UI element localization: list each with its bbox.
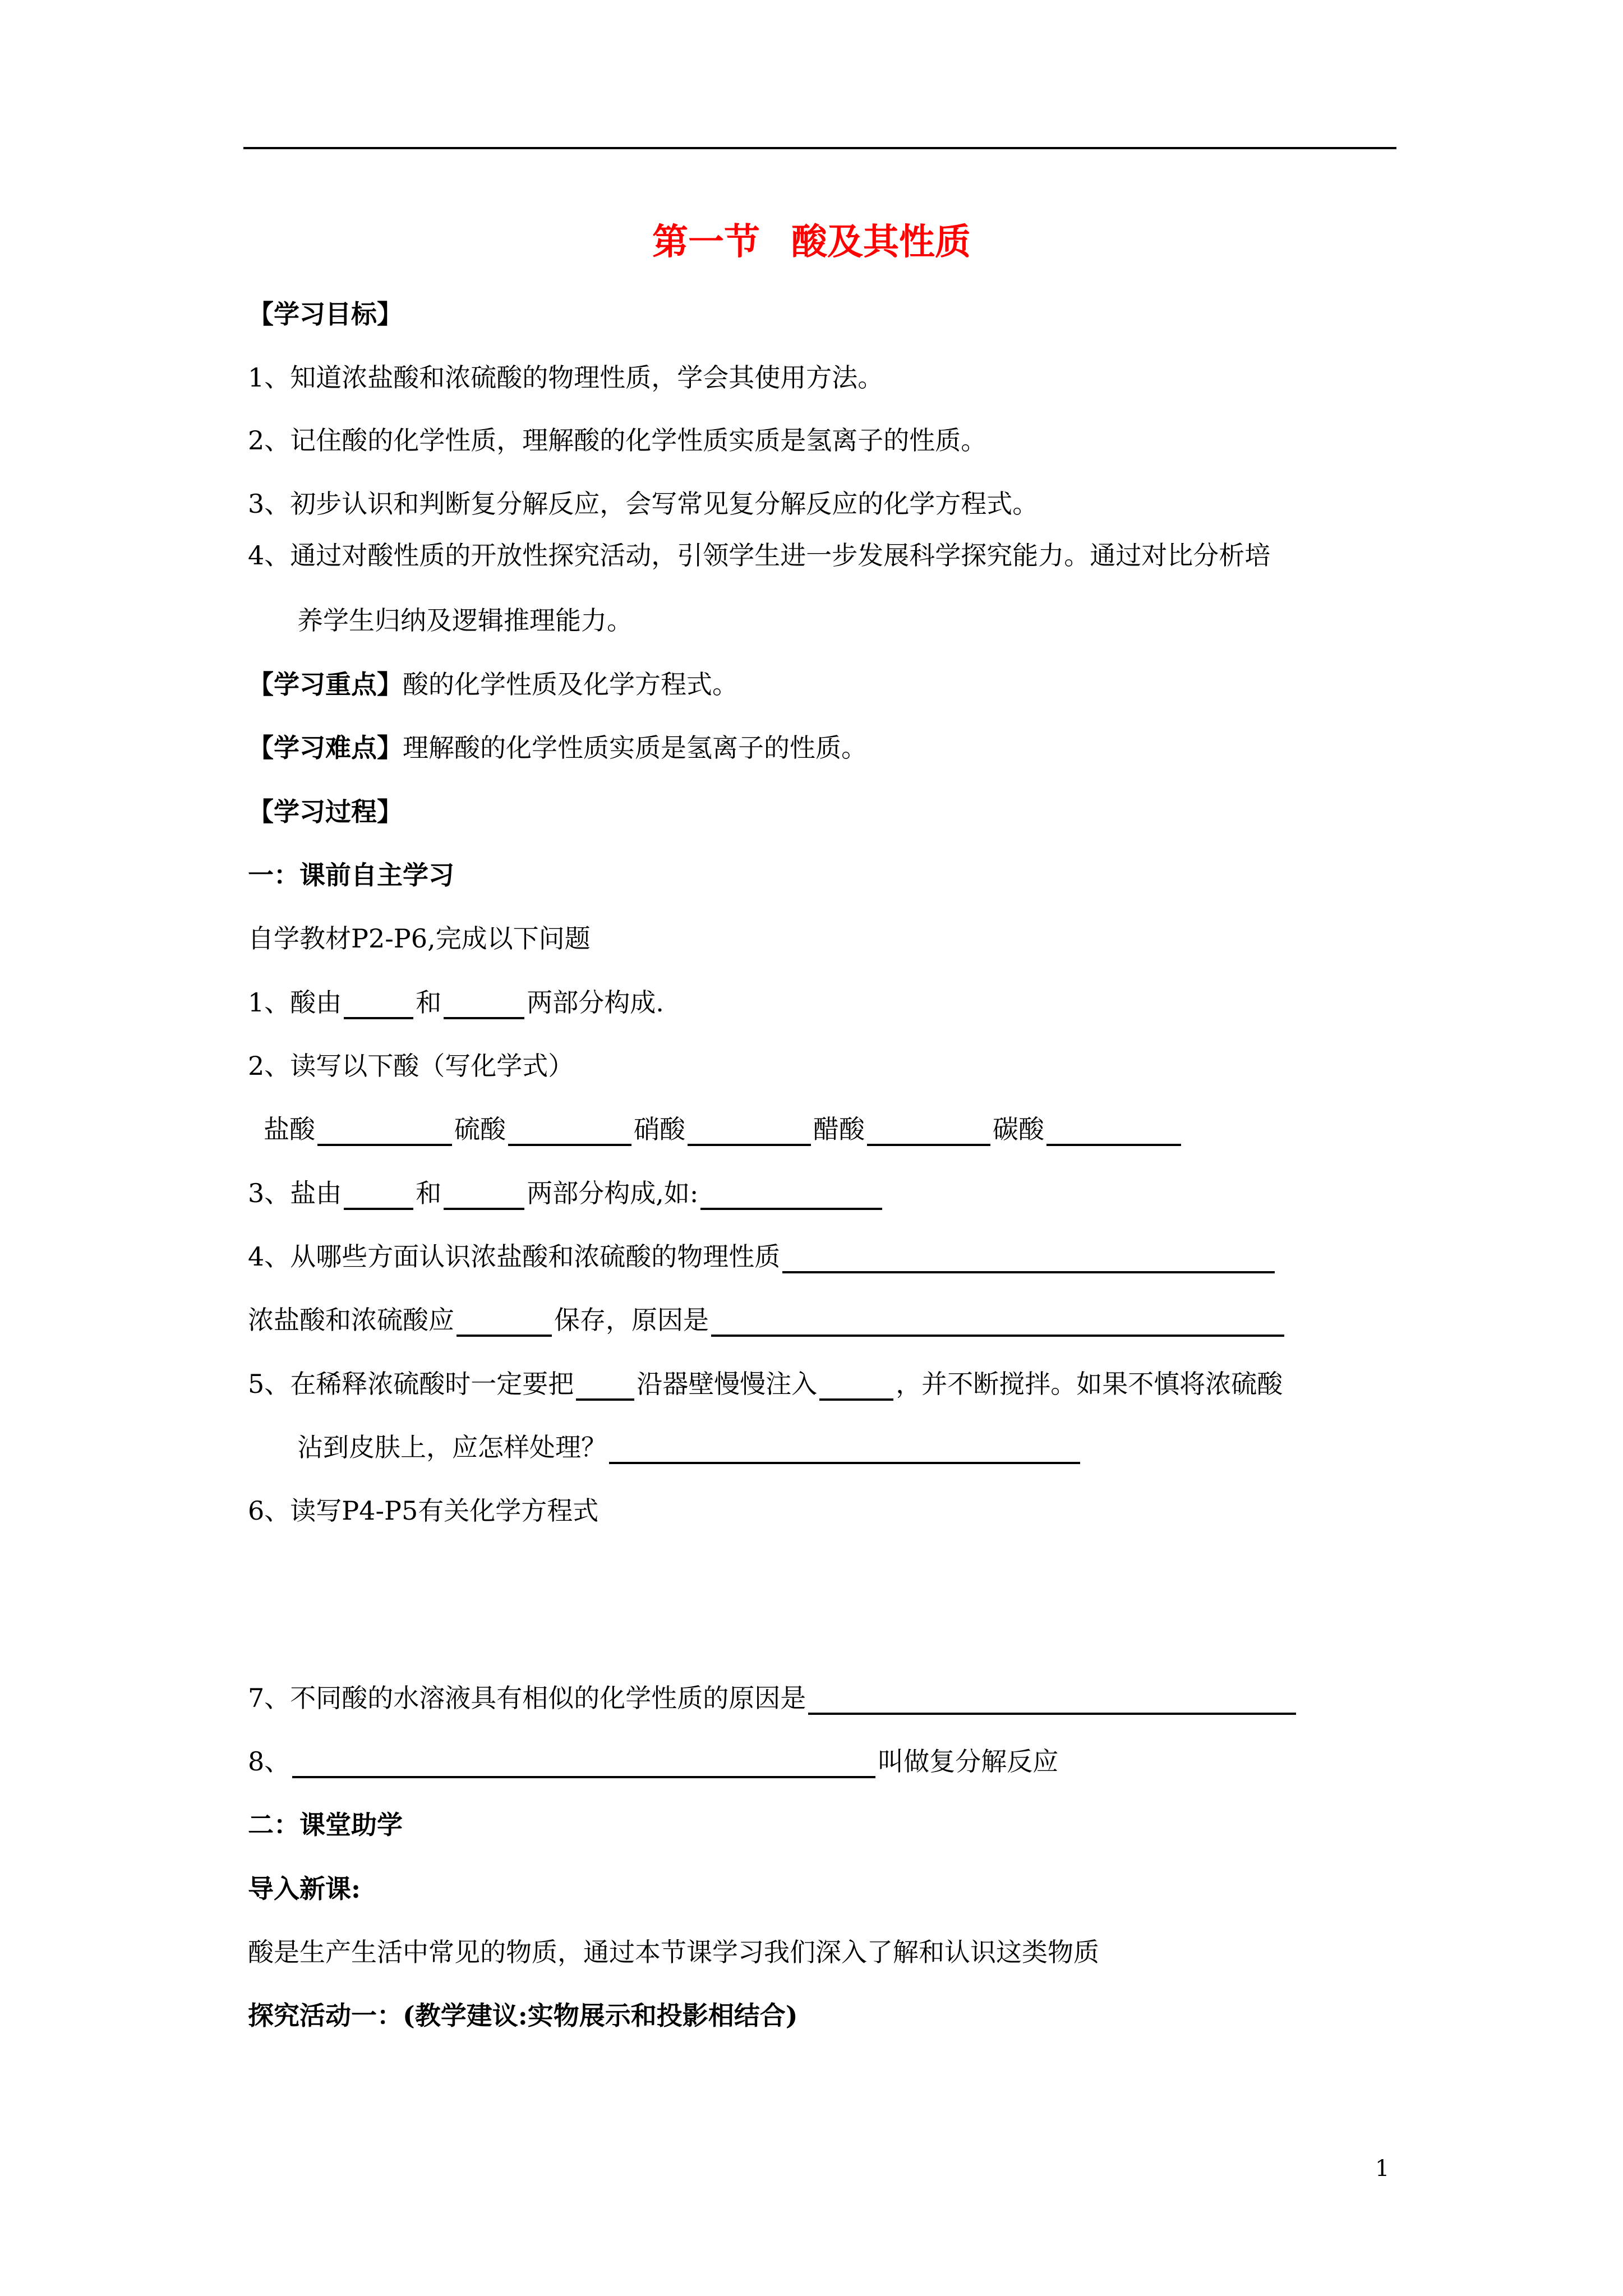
acid-name: 盐酸 xyxy=(264,1114,315,1144)
question-text: 两部分构成,如: xyxy=(527,1178,699,1208)
question-text: 3、盐由 xyxy=(248,1178,342,1208)
acid-name: 硝酸 xyxy=(634,1114,685,1144)
answer-blank[interactable] xyxy=(344,989,413,1019)
acid-name: 碳酸 xyxy=(993,1114,1044,1144)
question-text: 4、从哪些方面认识浓盐酸和浓硫酸的物理性质 xyxy=(248,1241,781,1272)
question-text: 沿器壁慢慢注入 xyxy=(637,1369,818,1399)
section2-heading: 二：课堂助学 xyxy=(248,1810,403,1840)
key-point xyxy=(248,668,738,701)
answer-blank[interactable] xyxy=(782,1243,1275,1273)
difficulty-text: 理解酸的化学性质实质是氢离子的性质。 xyxy=(403,733,867,763)
answer-blank[interactable] xyxy=(317,1116,452,1146)
acid-name: 醋酸 xyxy=(813,1114,865,1144)
question-5 xyxy=(248,1367,1283,1401)
question-text: 和 xyxy=(416,1178,442,1208)
question-8 xyxy=(248,1745,1058,1778)
answer-blank[interactable] xyxy=(808,1685,1296,1715)
question-7 xyxy=(248,1681,1298,1715)
answer-blank[interactable] xyxy=(819,1370,893,1401)
key-point-label: 【学习重点】 xyxy=(248,669,403,700)
answer-blank[interactable] xyxy=(700,1180,882,1210)
question-2: 2、读写以下酸（写化学式） xyxy=(248,1051,574,1081)
answer-blank[interactable] xyxy=(609,1434,1080,1464)
question-text: 7、不同酸的水溶液具有相似的化学性质的原因是 xyxy=(248,1683,806,1713)
objectives-heading: 【学习目标】 xyxy=(248,299,403,329)
answer-blank[interactable] xyxy=(292,1748,875,1778)
objective-item: 4、通过对酸性质的开放性探究活动，引领学生进一步发展科学探究能力。通过对比分析培 xyxy=(248,540,1271,570)
objective-item: 1、知道浓盐酸和浓硫酸的物理性质，学会其使用方法。 xyxy=(248,362,884,393)
question-6: 6、读写P4-P5有关化学方程式 xyxy=(248,1496,599,1526)
question-4 xyxy=(248,1240,1277,1273)
objective-item: 3、初步认识和判断复分解反应，会写常见复分解反应的化学方程式。 xyxy=(248,489,1039,519)
question-text: 5、在稀释浓硫酸时一定要把 xyxy=(248,1369,574,1399)
question-text: 浓盐酸和浓硫酸应 xyxy=(248,1305,454,1335)
objective-item: 2、记住酸的化学性质，理解酸的化学性质实质是氢离子的性质。 xyxy=(248,425,987,455)
question-text: 1、酸由 xyxy=(248,987,342,1018)
answer-blank[interactable] xyxy=(711,1306,1284,1337)
intro-heading: 导入新课: xyxy=(248,1874,361,1904)
question-3 xyxy=(248,1176,884,1210)
question-4-storage xyxy=(248,1303,1287,1337)
process-heading: 【学习过程】 xyxy=(248,797,403,827)
intro-text: 酸是生产生活中常见的物质，通过本节课学习我们深入了解和认识这类物质 xyxy=(248,1937,1099,1967)
question-text: 保存，原因是 xyxy=(554,1305,709,1335)
answer-blank[interactable] xyxy=(444,1180,524,1210)
title-section-number: 第一节 xyxy=(652,221,760,263)
difficulty-label: 【学习难点】 xyxy=(248,733,403,763)
answer-blank[interactable] xyxy=(1046,1116,1181,1146)
difficulty xyxy=(248,731,867,765)
answer-blank[interactable] xyxy=(457,1306,552,1337)
acid-formula-row xyxy=(264,1112,1183,1146)
question-text: 沾到皮肤上，应怎样处理？ xyxy=(297,1432,607,1462)
answer-blank[interactable] xyxy=(508,1116,631,1146)
question-text: 两部分构成. xyxy=(527,987,664,1018)
section1-intro: 自学教材P2-P6,完成以下问题 xyxy=(248,923,591,954)
activity-1-heading: 探究活动一：(教学建议:实物展示和投影相结合) xyxy=(248,2000,798,2031)
answer-blank[interactable] xyxy=(576,1370,634,1401)
question-text: 叫做复分解反应 xyxy=(878,1746,1059,1777)
page-title xyxy=(0,220,1623,265)
title-topic: 酸及其性质 xyxy=(791,221,971,263)
answer-blank[interactable] xyxy=(444,989,524,1019)
question-text: ，并不断搅拌。如果不慎将浓硫酸 xyxy=(896,1369,1283,1399)
acid-name: 硫酸 xyxy=(454,1114,506,1144)
key-point-text: 酸的化学性质及化学方程式。 xyxy=(403,669,738,700)
objective-item-continued: 养学生归纳及逻辑推理能力。 xyxy=(297,605,633,636)
question-text: 8、 xyxy=(248,1746,291,1777)
answer-blank[interactable] xyxy=(344,1180,413,1210)
header-rule xyxy=(243,147,1396,149)
question-1 xyxy=(248,986,664,1019)
page-number: 1 xyxy=(1375,2156,1390,2182)
answer-blank[interactable] xyxy=(867,1116,990,1146)
question-text: 和 xyxy=(416,987,442,1018)
answer-blank[interactable] xyxy=(688,1116,811,1146)
section1-heading: 一：课前自主学习 xyxy=(248,860,454,890)
question-5-continued xyxy=(297,1430,1082,1464)
